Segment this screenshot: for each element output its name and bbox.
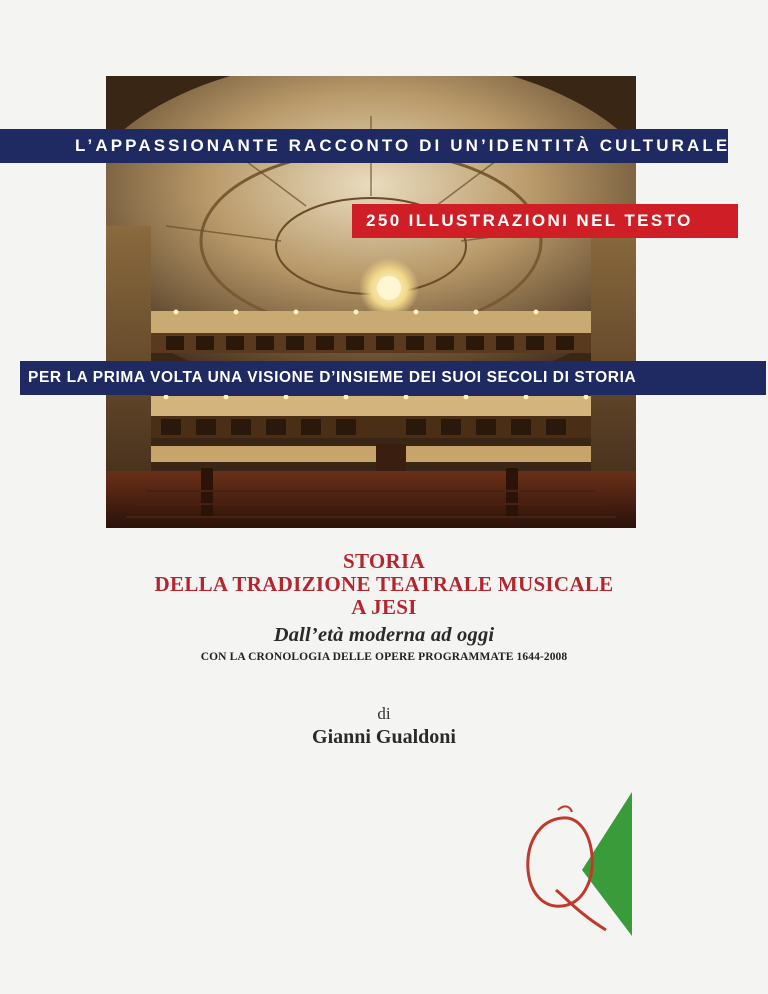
banner-first-overview: [20, 361, 766, 395]
author-name: Gianni Gualdoni: [312, 726, 456, 748]
banner-cultural-identity-text: L’APPASSIONANTE RACCONTO DI UN’IDENTITÀ CULTURALE: [75, 136, 731, 155]
banner-first-overview-text: PER LA PRIMA VOLTA UNA VISIONE D’INSIEME DEI SUOI SECOLI DI STORIA: [28, 369, 637, 386]
publisher-q-logo: [510, 790, 640, 940]
title-line-1: STORIA: [343, 549, 425, 573]
banner-illustrations: [352, 204, 738, 238]
chronology-note: CON LA CRONOLOGIA DELLE OPERE PROGRAMMATE 1644-2008: [200, 651, 568, 663]
banner-illustrations-text: 250 ILLUSTRAZIONI NEL TESTO: [366, 211, 693, 230]
title-block: [0, 550, 768, 663]
title-line-3: A JESI: [351, 595, 417, 619]
by-label: di: [377, 704, 391, 723]
logo-green-triangle-icon: [582, 792, 632, 936]
banner-cultural-identity: [0, 129, 731, 163]
title-line-2: DELLA TRADIZIONE TEATRALE MUSICALE: [154, 572, 614, 596]
subtitle: Dall’età moderna ad oggi: [273, 624, 495, 646]
